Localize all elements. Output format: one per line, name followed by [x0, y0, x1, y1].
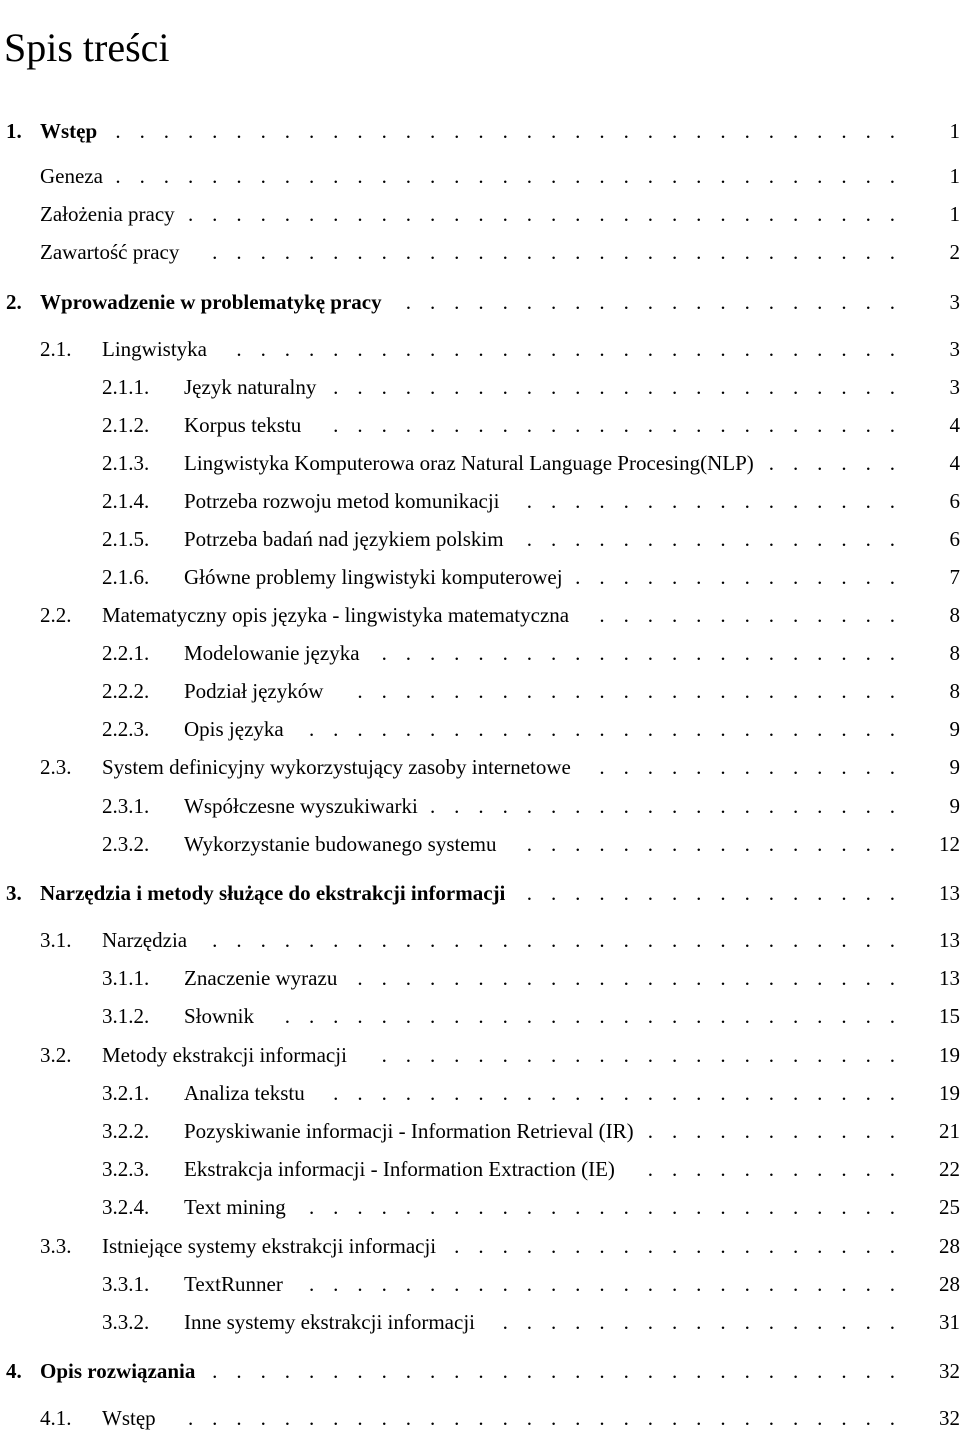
toc-entry[interactable] [0, 1307, 960, 1337]
toc-entry-number: 3.2.1. [102, 1081, 150, 1105]
dot-leader: . . . . . . . . . . . . . . . . . . . . . . . . . . . . . [212, 240, 896, 264]
toc-entry-title: Pozyskiwanie informacji - Information Retrieval (IR) [184, 1119, 634, 1143]
dot-leader: . . . . . . . . . . . . . . . . . . . . [429, 794, 896, 818]
toc-entry-page: 4 [949, 413, 960, 437]
toc-entry-number: 4.1. [40, 1406, 72, 1430]
toc-entry[interactable] [0, 1116, 960, 1146]
toc-entry-title: Język naturalny [184, 375, 317, 399]
toc-entry-title: Współczesne wyszukiwarki [184, 794, 418, 818]
dot-leader: . . . . . . . . . . . . . . . . . . . . . . . . . . [284, 1004, 896, 1028]
toc-entry-number: 3.2.3. [102, 1157, 150, 1181]
toc-entry-title: Potrzeba rozwoju metod komunikacji [184, 489, 500, 513]
toc-entry-page: 19 [939, 1081, 960, 1105]
toc-entry[interactable] [0, 372, 960, 402]
toc-entry-number: 2.1.6. [102, 565, 150, 589]
toc-entry[interactable] [0, 287, 960, 317]
dot-leader: . . . . . . . . . . . . . . . . . [502, 1310, 896, 1334]
toc-entry[interactable] [0, 791, 960, 821]
toc-entry-page: 1 [949, 164, 960, 188]
toc-entry-title: Lingwistyka [102, 337, 207, 361]
toc-entry[interactable] [0, 638, 960, 668]
dot-leader: . . . . . . . . . . . [647, 1157, 896, 1181]
toc-entry-title: Potrzeba badań nad językiem polskim [184, 527, 504, 551]
toc-entry-title: Matematyczny opis języka - lingwistyka matematyczna [102, 603, 570, 627]
toc-entry[interactable] [0, 676, 960, 706]
dot-leader: . . . . . . . . . . . . . . . . . . . . . . . . . [308, 717, 896, 741]
toc-entry-number: 2.1.5. [102, 527, 150, 551]
toc-entry[interactable] [0, 562, 960, 592]
toc-entry-title: Podział języków [184, 679, 324, 703]
toc-entry-title: Narzędzia [102, 928, 188, 952]
toc-entry-page: 32 [939, 1359, 960, 1383]
toc-entry-number: 3.1.1. [102, 966, 150, 990]
dot-leader: . . . . . . . . . . . . . . . . . . . . . . . . . . . . . . [187, 202, 896, 226]
toc-entry-page: 13 [939, 966, 960, 990]
toc-entry-page: 22 [939, 1157, 960, 1181]
toc-entry-title: Istniejące systemy ekstrakcji informacji [102, 1234, 437, 1258]
toc-entry[interactable] [0, 1154, 960, 1184]
dot-leader: . . . . . . . . . . . . . [599, 603, 896, 627]
dot-leader: . . . . . . [768, 451, 896, 475]
toc-entry-title: Opis rozwiązania [40, 1359, 196, 1383]
toc-entry-page: 8 [949, 603, 960, 627]
toc-entry-page: 2 [949, 240, 960, 264]
toc-entry-number: 3.2. [40, 1043, 72, 1067]
toc-entry[interactable] [0, 410, 960, 440]
dot-leader: . . . . . . . . . . . . . . . . [526, 489, 896, 513]
toc-entry-page: 6 [949, 489, 960, 513]
toc-entry-page: 3 [949, 337, 960, 361]
dot-leader: . . . . . . . . . . . . . . . . . . . . . . . [357, 966, 896, 990]
toc-entry-title: Opis języka [184, 717, 284, 741]
dot-leader: . . . . . . . . . . . . . . . . . . . . . . . . . . . . . [212, 928, 896, 952]
toc-entry-number: 2.1.1. [102, 375, 150, 399]
toc-entry[interactable] [0, 116, 960, 146]
toc-entry-number: 2.1.2. [102, 413, 150, 437]
toc-entry-number: 3.3.1. [102, 1272, 150, 1296]
toc-entry-page: 19 [939, 1043, 960, 1067]
toc-entry-number: 3. [6, 881, 22, 905]
toc-entry-number: 3.2.4. [102, 1195, 150, 1219]
toc-entry[interactable] [0, 486, 960, 516]
toc-entry-page: 21 [939, 1119, 960, 1143]
toc-entry-number: 3.3.2. [102, 1310, 150, 1334]
toc-entry-page: 31 [939, 1310, 960, 1334]
toc-entry-title: Inne systemy ekstrakcji informacji [184, 1310, 475, 1334]
toc-entry[interactable] [0, 1040, 960, 1070]
toc-entry-title: Słownik [184, 1004, 255, 1028]
dot-leader: . . . . . . . . . . . . . . . . . . . . . . . . . [308, 1195, 896, 1219]
page-title: Spis treści [4, 24, 170, 70]
toc-entry-title: System definicyjny wykorzystujący zasoby internetowe [102, 755, 571, 779]
toc-entry[interactable] [0, 878, 960, 908]
toc-entry-title: Ekstrakcja informacji - Information Extraction (IE) [184, 1157, 615, 1181]
toc-entry[interactable] [0, 199, 960, 229]
dot-leader: . . . . . . . . . . . . . . . . . . . . . . [381, 641, 896, 665]
toc-entry-page: 6 [949, 527, 960, 551]
toc-entry-title: Lingwistyka Komputerowa oraz Natural Language Procesing(NLP) [184, 451, 754, 475]
toc-entry-number: 2.1.4. [102, 489, 150, 513]
dot-leader: . . . . . . . . . . . . . . . . . . . . . . . [357, 679, 896, 703]
toc-entry-title: Założenia pracy [40, 202, 175, 226]
toc-entry[interactable] [0, 600, 960, 630]
toc-entry-number: 2.1.3. [102, 451, 150, 475]
toc-entry-number: 2.3.2. [102, 832, 150, 856]
dot-leader: . . . . . . . . . . . . . [599, 755, 896, 779]
toc-entry-number: 2.1. [40, 337, 72, 361]
toc-entry[interactable] [0, 524, 960, 554]
dot-leader: . . . . . . . . . . . . . . . . . . . [454, 1234, 896, 1258]
dot-leader: . . . . . . . . . . . . . . . . . . . . . . . . . . . . . . [187, 1406, 896, 1430]
toc-entry-number: 1. [6, 119, 22, 143]
dot-leader: . . . . . . . . . . . . . . . . . . . . . [405, 290, 896, 314]
toc-entry-title: Narzędzia i metody służące do ekstrakcji informacji [40, 881, 506, 905]
toc-entry-page: 32 [939, 1406, 960, 1430]
dot-leader: . . . . . . . . . . . . . . . . . . . . . . . . . . . . . . . . . [115, 164, 896, 188]
toc-entry-number: 2. [6, 290, 22, 314]
toc-entry-page: 9 [949, 794, 960, 818]
toc-entry-title: Zawartość pracy [40, 240, 180, 264]
dot-leader: . . . . . . . . . . . . . . . . [526, 881, 896, 905]
toc-entry-page: 4 [949, 451, 960, 475]
toc-entry[interactable] [0, 237, 960, 267]
toc-entry[interactable] [0, 161, 960, 191]
toc-entry[interactable] [0, 1269, 960, 1299]
toc-entry-page: 28 [939, 1272, 960, 1296]
toc-entry-page: 7 [949, 565, 960, 589]
toc-entry[interactable] [0, 752, 960, 782]
toc-entry[interactable] [0, 1403, 960, 1433]
toc-entry-number: 2.2. [40, 603, 72, 627]
toc-entry-title: Wprowadzenie w problematykę pracy [40, 290, 382, 314]
dot-leader: . . . . . . . . . . . . . . . . . . . . . . . . . . . . . . . . . [115, 119, 896, 143]
toc-entry-number: 3.1.2. [102, 1004, 150, 1028]
toc-entry-page: 13 [939, 928, 960, 952]
toc-entry-number: 2.2.2. [102, 679, 150, 703]
toc-entry[interactable] [0, 963, 960, 993]
dot-leader: . . . . . . . . . . . . . . . . . . . . . . . . . . . . . [212, 1359, 896, 1383]
toc-entry-page: 25 [939, 1195, 960, 1219]
toc-entry-number: 2.3.1. [102, 794, 150, 818]
toc-entry[interactable] [0, 334, 960, 364]
toc-entry-title: Wykorzystanie budowanego systemu [184, 832, 497, 856]
dot-leader: . . . . . . . . . . . . . . . . . . . . . . . . . . . . [236, 337, 896, 361]
toc-entry-number: 3.1. [40, 928, 72, 952]
toc-entry-number: 2.3. [40, 755, 72, 779]
dot-leader: . . . . . . . . . . . . . . [575, 565, 896, 589]
toc-entry-title: Modelowanie języka [184, 641, 360, 665]
toc-entry-title: Główne problemy lingwistyki komputerowej [184, 565, 563, 589]
dot-leader: . . . . . . . . . . . . . . . . . . . . . . . . [333, 375, 896, 399]
toc-entry-page: 28 [939, 1234, 960, 1258]
toc-entry-title: Metody ekstrakcji informacji [102, 1043, 347, 1067]
toc-entry-title: Wstęp [40, 119, 98, 143]
dot-leader: . . . . . . . . . . . . . . . . . . . . . . . . . [308, 1272, 896, 1296]
toc-entry[interactable] [0, 829, 960, 859]
toc-entry-number: 3.2.2. [102, 1119, 150, 1143]
toc-entry[interactable] [0, 1001, 960, 1031]
dot-leader: . . . . . . . . . . . . . . . . . . . . . . [381, 1043, 896, 1067]
toc-entry-title: Wstęp [102, 1406, 156, 1430]
toc-entry-number: 2.2.3. [102, 717, 150, 741]
toc-entry-title: TextRunner [184, 1272, 283, 1296]
toc-entry[interactable] [0, 448, 960, 478]
dot-leader: . . . . . . . . . . . . . . . . . . . . . . . . [333, 1081, 896, 1105]
toc-entry-page: 12 [939, 832, 960, 856]
toc-entry-number: 4. [6, 1359, 22, 1383]
dot-leader: . . . . . . . . . . . [647, 1119, 896, 1143]
toc-entry-number: 2.2.1. [102, 641, 150, 665]
toc-entry-page: 8 [949, 679, 960, 703]
toc-entry-page: 1 [949, 119, 960, 143]
toc-entry-title: Geneza [40, 164, 103, 188]
dot-leader: . . . . . . . . . . . . . . . . [526, 832, 896, 856]
toc-entry-page: 9 [949, 717, 960, 741]
toc-entry[interactable] [0, 1078, 960, 1108]
toc-entry-page: 8 [949, 641, 960, 665]
dot-leader: . . . . . . . . . . . . . . . . [526, 527, 896, 551]
toc-entry-page: 1 [949, 202, 960, 226]
toc-entry-page: 9 [949, 755, 960, 779]
toc-entry-page: 13 [939, 881, 960, 905]
toc-entry-title: Korpus tekstu [184, 413, 302, 437]
toc-entry[interactable] [0, 1356, 960, 1386]
toc-entry[interactable] [0, 714, 960, 744]
toc-entry-page: 15 [939, 1004, 960, 1028]
toc-entry[interactable] [0, 925, 960, 955]
toc-entry-title: Analiza tekstu [184, 1081, 305, 1105]
toc-entry-title: Znaczenie wyrazu [184, 966, 338, 990]
toc-entry-title: Text mining [184, 1195, 286, 1219]
toc-entry[interactable] [0, 1192, 960, 1222]
dot-leader: . . . . . . . . . . . . . . . . . . . . . . . . [333, 413, 896, 437]
toc-entry-page: 3 [949, 375, 960, 399]
toc-entry[interactable] [0, 1231, 960, 1261]
toc-entry-page: 3 [949, 290, 960, 314]
toc-entry-number: 3.3. [40, 1234, 72, 1258]
